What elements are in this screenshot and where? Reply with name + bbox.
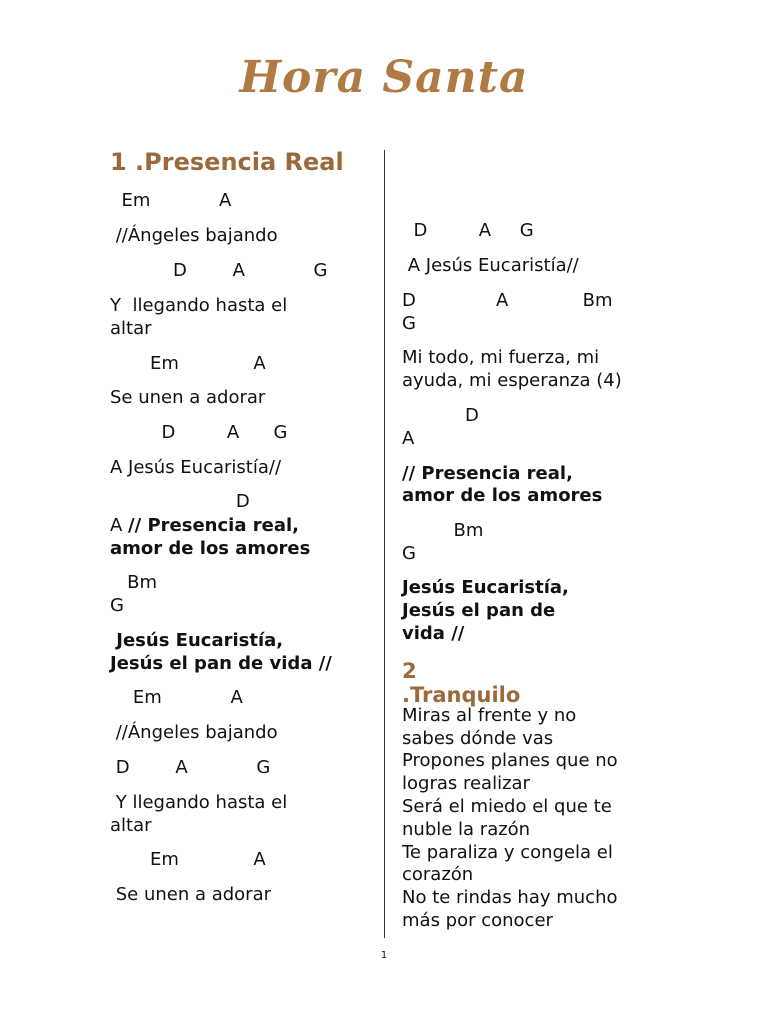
lyric-line: Y llegando hasta el [110, 792, 288, 813]
chord-text: A [110, 515, 129, 536]
lyric-line: A Jesús Eucaristía// [402, 255, 579, 276]
lyric-line: ayuda, mi esperanza (4) [402, 370, 622, 391]
chord-line: Em A [110, 687, 243, 708]
section-heading-presencia-real: 1 .Presencia Real [110, 148, 344, 176]
chord-line: A [402, 428, 415, 449]
chord-line: Em A [110, 849, 266, 870]
section-heading-tranquilo: 2 .Tranquilo [402, 659, 521, 707]
chorus-line: Jesús el pan de vida // [110, 653, 332, 674]
chord-line: D A G [110, 260, 328, 281]
verse-line: nuble la razón [402, 819, 531, 840]
chorus-line: Jesús Eucaristía, [110, 630, 284, 651]
verse-line: Propones planes que no [402, 750, 618, 771]
chord-line: D A Bm [402, 290, 613, 311]
verse-line: Te paraliza y congela el [402, 842, 613, 863]
chorus-line: vida // [402, 623, 465, 644]
chord-line: D [402, 405, 479, 426]
lyric-line: Mi todo, mi fuerza, mi [402, 347, 600, 368]
chord-line: D A G [110, 757, 271, 778]
chord-line: D A G [402, 220, 534, 241]
chord-line: Em A [110, 190, 232, 211]
chorus-line: Jesús el pan de [402, 600, 556, 621]
lyric-line: //Ángeles bajando [110, 225, 278, 246]
chord-line: Bm [110, 572, 158, 593]
chorus-text: // Presencia real, [128, 515, 299, 536]
chord-line: D [110, 491, 250, 512]
lyric-line: Se unen a adorar [110, 387, 266, 408]
chord-line: G [402, 313, 416, 334]
lyric-line: Se unen a adorar [110, 884, 272, 905]
chorus-line: amor de los amores [110, 538, 311, 559]
chord-line: Bm [402, 520, 484, 541]
lyric-line: altar [110, 318, 152, 339]
lyric-line [110, 514, 299, 537]
chord-line: Em A [110, 353, 266, 374]
chord-line: D A G [110, 422, 288, 443]
lyric-line: A Jesús Eucaristía// [110, 457, 282, 478]
verse-line: logras realizar [402, 773, 530, 794]
lyric-line: altar [110, 815, 152, 836]
verse-line: sabes dónde vas [402, 728, 554, 749]
page-number: 1 [380, 950, 388, 961]
chorus-line: amor de los amores [402, 485, 603, 506]
verse-line: Será el miedo el que te [402, 796, 612, 817]
column-divider [384, 150, 385, 938]
verse-line: corazón [402, 864, 474, 885]
chorus-line: // Presencia real, [402, 463, 573, 484]
verse-line: Miras al frente y no [402, 705, 577, 726]
chorus-line: Jesús Eucaristía, [402, 577, 569, 598]
verse-line: No te rindas hay mucho [402, 887, 618, 908]
page-title: Hora Santa [239, 52, 529, 103]
lyric-line: Y llegando hasta el [110, 295, 288, 316]
chord-line: G [402, 543, 416, 564]
lyric-line: //Ángeles bajando [110, 722, 278, 743]
chord-line: G [110, 595, 124, 616]
verse-line: más por conocer [402, 910, 553, 931]
